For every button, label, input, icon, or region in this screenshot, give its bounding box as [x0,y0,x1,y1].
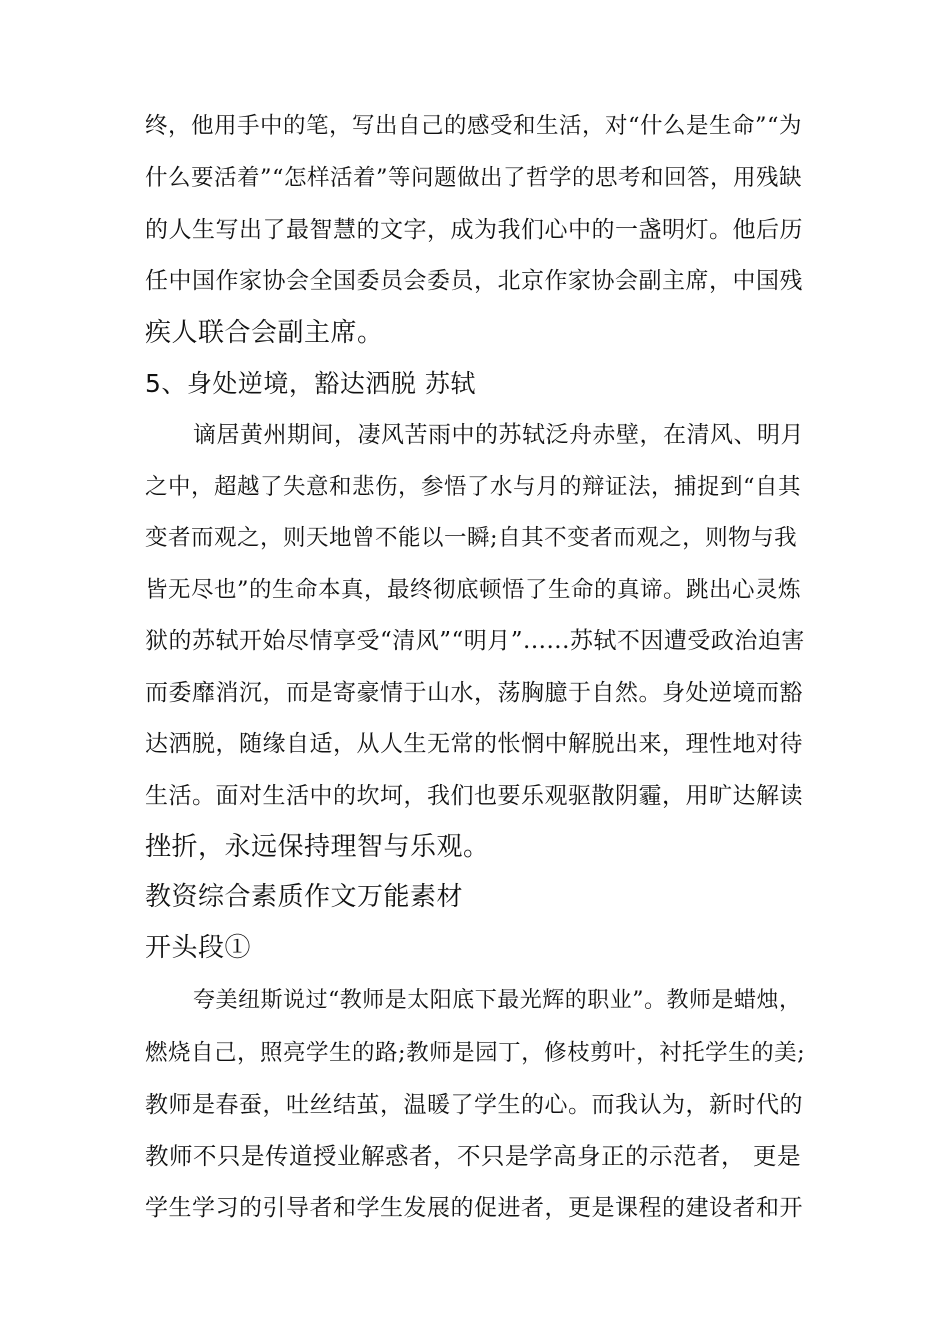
paragraph-line: 狱的苏轼开始尽情享受“清风”“明月”......苏轼不因遭受政治迫害 [145,628,805,654]
paragraph-line: 终，他用手中的笔，写出自己的感受和生活，对“什么是生命”“为 [145,113,803,139]
material-title: 教资综合素质作文万能素材 [145,882,464,912]
paragraph-line: 的人生写出了最智慧的文字，成为我们心中的一盏明灯。他后历 [145,217,803,243]
paragraph-line: 达洒脱，随缘自适，从人生无常的怅惘中解脱出来，理性地对待 [145,731,803,757]
paragraph-line: 教师是春蚕，吐丝结茧，温暖了学生的心。而我认为，新时代的 [145,1092,803,1118]
paragraph-line: 变者而观之，则天地曾不能以一瞬;自其不变者而观之，则物与我 [145,525,798,551]
paragraph-line: 教师不只是传道授业解惑者，不只是学高身正的示范者， 更是 [145,1142,801,1170]
paragraph-line: 燃烧自己，照亮学生的路;教师是园丁，修枝剪叶，衬托学生的美; [145,1040,806,1066]
paragraph-line: 生活。面对生活中的坎坷，我们也要乐观驱散阴霾，用旷达解读 [145,783,803,809]
paragraph-line: 夸美纽斯说过“教师是太阳底下最光辉的职业”。教师是蜡烛， [193,988,802,1013]
paragraph-line: 之中，超越了失意和悲伤，参悟了水与月的辩证法，捕捉到“自其 [145,474,802,500]
paragraph-line: 而委靡消沉，而是寄豪情于山水，荡胸臆于自然。身处逆境而豁 [145,680,803,706]
opening-paragraph-label: 开头段① [145,933,252,963]
paragraph-line: 挫折，永远保持理智与乐观。 [145,832,490,862]
paragraph-line: 什么要活着”“怎样活着”等问题做出了哲学的思考和回答，用残缺 [145,165,803,191]
paragraph-line: 谪居黄州期间，凄风苦雨中的苏轼泛舟赤壁，在清风、明月 [193,422,804,448]
paragraph-line: 学生学习的引导者和学生发展的促进者，更是课程的建设者和开 [145,1195,803,1221]
section-heading: 5、身处逆境，豁达洒脱 苏轼 [145,369,476,398]
paragraph-line: 皆无尽也”的生命本真，最终彻底顿悟了生命的真谛。跳出心灵炼 [145,577,802,603]
paragraph-line: 疾人联合会副主席。 [145,318,384,348]
paragraph-line: 任中国作家协会全国委员会委员，北京作家协会副主席，中国残 [145,268,803,294]
